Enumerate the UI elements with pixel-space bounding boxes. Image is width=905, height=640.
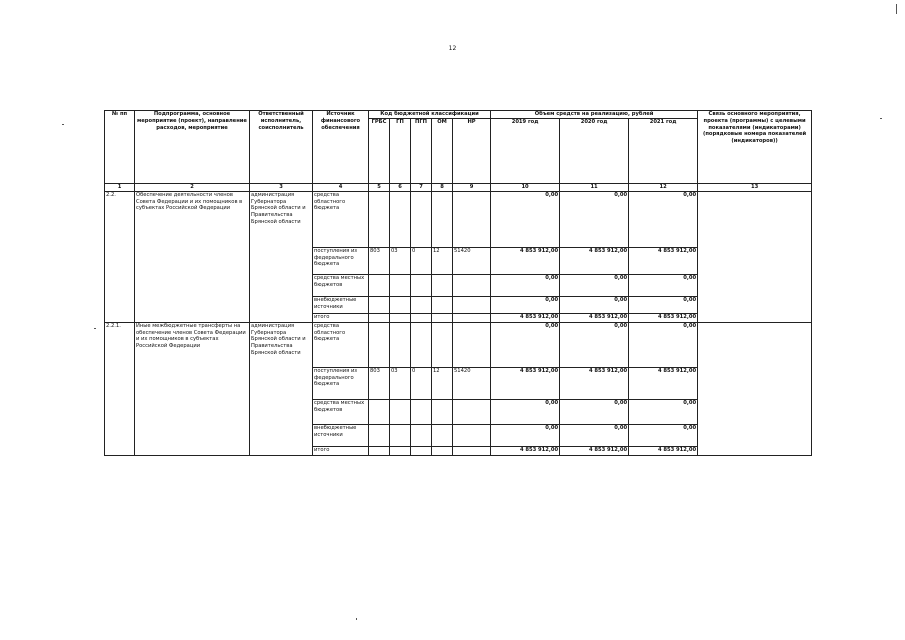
row-source: средства областного бюджета (313, 191, 369, 247)
page-number: 12 (448, 45, 457, 52)
cell-nr (453, 274, 491, 296)
cell-2020: 0,00 (560, 191, 629, 247)
cell-gp (390, 191, 411, 247)
cell-pgp (411, 322, 432, 367)
cell-2020: 0,00 (560, 296, 629, 313)
cell-2021: 0,00 (629, 399, 698, 424)
table-row (105, 322, 812, 367)
column-number: 9 (453, 183, 491, 191)
cell-grbs: 803 (369, 247, 390, 274)
cell-grbs (369, 274, 390, 296)
row-program-name: Иные межбюджетные трансферты на обеспечение членов Совета Федерации и их помощников в субъектах Российской Федерации (135, 322, 250, 455)
cell-2020: 0,00 (560, 424, 629, 446)
header-grbs: ГРБС (369, 118, 390, 183)
column-number: 1 (105, 183, 135, 191)
column-number: 3 (250, 183, 313, 191)
scan-artifact (356, 618, 357, 620)
table-header (105, 111, 812, 192)
row-source: итого (313, 446, 369, 455)
scan-artifact (94, 328, 96, 329)
cell-gp: 03 (390, 247, 411, 274)
row-source: поступления из федерального бюджета (313, 367, 369, 399)
cell-grbs (369, 446, 390, 455)
cell-gp (390, 424, 411, 446)
cell-nr (453, 446, 491, 455)
cell-indicator-link (698, 191, 812, 322)
cell-pgp: 0 (411, 247, 432, 274)
cell-grbs: 803 (369, 367, 390, 399)
cell-pgp (411, 313, 432, 322)
cell-2019: 0,00 (491, 424, 560, 446)
cell-2021: 0,00 (629, 424, 698, 446)
cell-gp: 03 (390, 367, 411, 399)
scan-artifact (880, 118, 882, 119)
cell-2019: 0,00 (491, 191, 560, 247)
cell-gp (390, 274, 411, 296)
cell-pgp (411, 424, 432, 446)
row-source: итого (313, 313, 369, 322)
cell-2021: 4 853 912,00 (629, 313, 698, 322)
cell-2021: 0,00 (629, 274, 698, 296)
cell-2019: 4 853 912,00 (491, 313, 560, 322)
cell-grbs (369, 424, 390, 446)
cell-pgp (411, 399, 432, 424)
cell-om (432, 191, 453, 247)
header-code-group: Код бюджетной классификации (369, 111, 491, 119)
cell-2019: 0,00 (491, 296, 560, 313)
cell-om: 12 (432, 247, 453, 274)
column-number: 13 (698, 183, 812, 191)
cell-gp (390, 313, 411, 322)
column-number: 11 (560, 183, 629, 191)
column-number: 12 (629, 183, 698, 191)
cell-2020: 0,00 (560, 322, 629, 367)
row-number: 2.2.1. (105, 322, 135, 455)
column-number: 5 (369, 183, 390, 191)
cell-grbs (369, 399, 390, 424)
cell-nr (453, 313, 491, 322)
cell-2019: 0,00 (491, 274, 560, 296)
cell-nr (453, 191, 491, 247)
cell-gp (390, 296, 411, 313)
row-number: 2.2. (105, 191, 135, 322)
header-no: № пп (105, 111, 135, 184)
cell-grbs (369, 191, 390, 247)
cell-2019: 4 853 912,00 (491, 247, 560, 274)
cell-nr (453, 296, 491, 313)
cell-2021: 0,00 (629, 322, 698, 367)
cell-grbs (369, 296, 390, 313)
cell-2020: 4 853 912,00 (560, 247, 629, 274)
cell-2019: 0,00 (491, 322, 560, 367)
cell-2020: 0,00 (560, 274, 629, 296)
cell-om (432, 322, 453, 367)
row-source: внебюджетные источники (313, 424, 369, 446)
column-numbers-row (105, 183, 812, 191)
row-source: средства местных бюджетов (313, 399, 369, 424)
cell-nr (453, 424, 491, 446)
cell-pgp: 0 (411, 367, 432, 399)
cell-2021: 0,00 (629, 191, 698, 247)
cell-om (432, 296, 453, 313)
cell-om (432, 446, 453, 455)
table-row (105, 191, 812, 247)
row-source: средства местных бюджетов (313, 274, 369, 296)
cell-pgp (411, 446, 432, 455)
scan-artifact (896, 4, 897, 14)
cell-gp (390, 446, 411, 455)
cell-om (432, 399, 453, 424)
row-executor: администрация Губернатора Брянской области и Правительства Брянской области (250, 322, 313, 455)
cell-om: 12 (432, 367, 453, 399)
cell-2020: 4 853 912,00 (560, 313, 629, 322)
cell-indicator-link (698, 322, 812, 455)
cell-2021: 4 853 912,00 (629, 247, 698, 274)
cell-grbs (369, 322, 390, 367)
header-om: ОМ (432, 118, 453, 183)
cell-nr: 51420 (453, 247, 491, 274)
row-program-name: Обеспечение деятельности членов Совета Федерации и их помощников в субъектах Российской Федерации (135, 191, 250, 322)
header-pgp: ПГП (411, 118, 432, 183)
header-2019: 2019 год (491, 118, 560, 183)
cell-2021: 4 853 912,00 (629, 367, 698, 399)
budget-table (104, 110, 812, 456)
column-number: 4 (313, 183, 369, 191)
header-gp: ГП (390, 118, 411, 183)
table-body (105, 191, 812, 455)
cell-nr (453, 399, 491, 424)
cell-2020: 4 853 912,00 (560, 446, 629, 455)
header-nr: НР (453, 118, 491, 183)
row-source: поступления из федерального бюджета (313, 247, 369, 274)
row-executor: администрация Губернатора Брянской области и Правительства Брянской области (250, 191, 313, 322)
cell-2019: 0,00 (491, 399, 560, 424)
cell-om (432, 274, 453, 296)
cell-grbs (369, 313, 390, 322)
cell-2020: 0,00 (560, 399, 629, 424)
header-2020: 2020 год (560, 118, 629, 183)
cell-2021: 0,00 (629, 296, 698, 313)
cell-2019: 4 853 912,00 (491, 367, 560, 399)
column-number: 7 (411, 183, 432, 191)
cell-pgp (411, 274, 432, 296)
row-source: средства областного бюджета (313, 322, 369, 367)
cell-om (432, 313, 453, 322)
cell-2021: 4 853 912,00 (629, 446, 698, 455)
header-program: Подпрограмма, основное мероприятие (проект), направление расходов, мероприятие (135, 111, 250, 184)
header-link: Связь основного мероприятия, проекта (программы) с целевыми показателями (индикаторами) (порядковые номера показателей (индикаторов)) (698, 111, 812, 184)
header-executor: Ответственный исполнитель, соисполнитель (250, 111, 313, 184)
column-number: 10 (491, 183, 560, 191)
cell-om (432, 424, 453, 446)
scan-artifact (62, 124, 64, 125)
column-number: 2 (135, 183, 250, 191)
column-number: 8 (432, 183, 453, 191)
header-source: Источник финансового обеспечения (313, 111, 369, 184)
cell-gp (390, 399, 411, 424)
cell-pgp (411, 191, 432, 247)
cell-2020: 4 853 912,00 (560, 367, 629, 399)
cell-pgp (411, 296, 432, 313)
cell-gp (390, 322, 411, 367)
row-source: внебюджетные источники (313, 296, 369, 313)
cell-nr: 51420 (453, 367, 491, 399)
header-funding-group: Объем средств на реализацию, рублей (491, 111, 698, 119)
cell-2019: 4 853 912,00 (491, 446, 560, 455)
header-2021: 2021 год (629, 118, 698, 183)
header-row-main (105, 111, 812, 119)
column-number: 6 (390, 183, 411, 191)
cell-nr (453, 322, 491, 367)
